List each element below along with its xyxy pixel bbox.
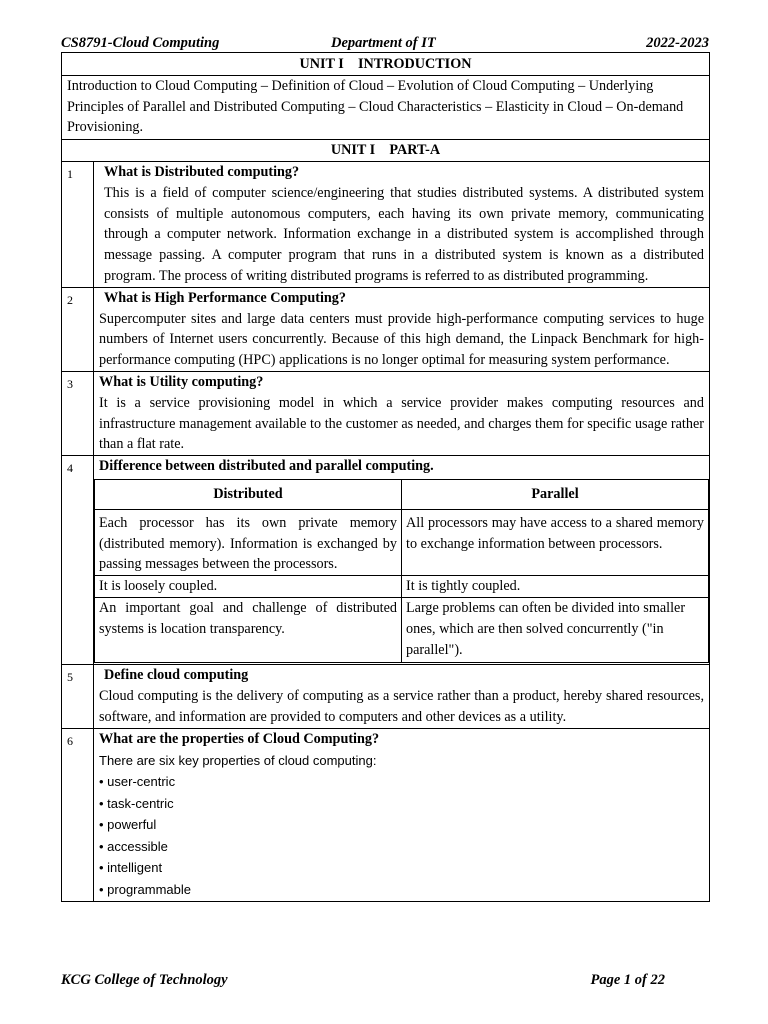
question-title: What are the properties of Cloud Computing?	[99, 730, 380, 747]
list-item: • powerful	[99, 817, 157, 833]
question-cell	[94, 371, 710, 455]
column-header-parallel: Parallel	[402, 479, 709, 509]
parallel-cell: Large problems can often be divided into smaller ones, which are then solved concurrently ("in parallel").	[402, 597, 709, 662]
unit-syllabus	[62, 75, 710, 139]
list-item: • accessible	[99, 838, 168, 854]
page-footer	[61, 970, 665, 990]
question-answer: Cloud computing is the delivery of computing as a service rather than a product, hereby shared resources, software, and information are provided to computers and other devices as a utility.	[99, 688, 704, 725]
part-title	[62, 140, 710, 162]
question-row-2	[62, 287, 710, 371]
academic-year: 2022-2023	[646, 35, 709, 51]
question-number: 3	[62, 371, 94, 455]
question-title: Define cloud computing	[104, 667, 249, 684]
college-name: KCG College of Technology	[61, 972, 228, 988]
question-answer: Supercomputer sites and large data centers must provide high-performance computing services to huge numbers of Internet users concurrently. Because of this high demand, the Linpack Benchmark for high-performance computing (HPC) applications is no longer optimal for measuring system performance.	[99, 310, 704, 369]
comparison-table	[94, 479, 709, 663]
parallel-cell: All processors may have access to a shared memory to exchange information between processors.	[402, 509, 709, 575]
question-bank-table	[61, 52, 710, 902]
question-row-5	[62, 665, 710, 728]
list-item: • task-centric	[99, 795, 174, 811]
course-name: CS8791-Cloud Computing	[61, 35, 220, 51]
question-number: 2	[62, 287, 94, 371]
question-title: What is Distributed computing?	[104, 163, 300, 180]
page-header	[61, 33, 709, 53]
question-number: 6	[62, 728, 94, 901]
distributed-cell: It is loosely coupled.	[95, 576, 402, 598]
question-number: 4	[62, 456, 94, 665]
properties-list	[94, 771, 709, 901]
question-cell	[94, 665, 710, 728]
question-cell	[94, 728, 710, 901]
list-item: • user-centric	[99, 774, 176, 790]
column-header-distributed: Distributed	[95, 479, 402, 509]
question-title: Difference between distributed and parallel computing.	[99, 458, 434, 475]
distributed-cell: An important goal and challenge of distributed systems is location transparency.	[95, 597, 402, 662]
comparison-row	[95, 576, 709, 598]
unit-title	[62, 53, 710, 76]
question-row-4	[62, 456, 710, 665]
parallel-cell: It is tightly coupled.	[402, 576, 709, 598]
question-title: What is Utility computing?	[99, 373, 264, 390]
question-cell	[94, 161, 710, 287]
question-row-6	[62, 728, 710, 901]
question-title: What is High Performance Computing?	[104, 289, 346, 306]
unit-syllabus-text: Introduction to Cloud Computing – Definition of Cloud – Evolution of Cloud Computing – Underlying Principles of Parallel and Distributed Computing – Cloud Characteristics – Elasticity in Cloud – On-demand Provisioning.	[67, 77, 684, 136]
comparison-row	[95, 597, 709, 662]
question-row-3	[62, 371, 710, 455]
list-item: • programmable	[99, 882, 191, 898]
question-answer: It is a service provisioning model in which a service provider makes computing resources and infrastructure management available to the customer as needed, and charges them for specific usage rather than a flat rate.	[99, 394, 704, 453]
question-row-1	[62, 161, 710, 287]
distributed-cell: Each processor has its own private memory (distributed memory). Information is exchanged by passing messages between the processors.	[95, 509, 402, 575]
unit-title-text: UNIT I INTRODUCTION	[299, 56, 472, 72]
department-name: Department of IT	[331, 35, 436, 51]
comparison-row	[95, 509, 709, 575]
part-title-text: UNIT I PART-A	[330, 142, 441, 159]
list-item: • intelligent	[99, 860, 163, 876]
question-number: 5	[62, 665, 94, 728]
question-number: 1	[62, 161, 94, 287]
properties-intro: There are six key properties of cloud computing:	[99, 752, 377, 768]
question-cell	[94, 287, 710, 371]
page-number: Page 1 of 22	[590, 972, 665, 988]
question-cell	[94, 456, 710, 665]
question-answer: This is a field of computer science/engineering that studies distributed systems. A distributed system consists of multiple autonomous computers, each having its own private memory, communicating through a computer network. Information exchange in a distributed system is accomplished through message passing. A computer program that runs in a distributed system is known as a distributed program. The process of writing distributed programs is referred to as distributed programming.	[104, 184, 704, 284]
